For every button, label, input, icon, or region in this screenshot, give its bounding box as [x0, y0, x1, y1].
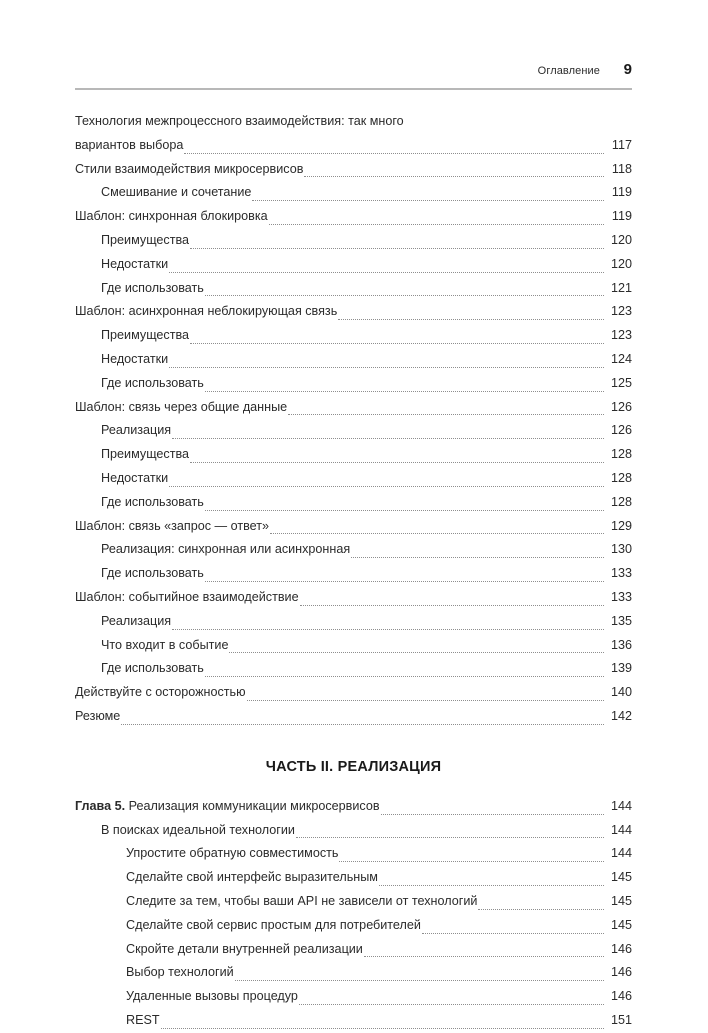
- toc-entry-title: Сделайте свой интерфейс выразительным: [126, 870, 378, 885]
- toc-entry-title: Шаблон: синхронная блокировка: [75, 209, 268, 224]
- toc-entry-title: Что входит в событие: [101, 637, 229, 652]
- toc-entry-title: Стили взаимодействия микросервисов: [75, 161, 304, 176]
- toc-entry-chapter[interactable]: [75, 795, 632, 819]
- toc-entry-page: 120: [610, 256, 632, 271]
- toc-entry-title: Удаленные вызовы процедур: [126, 989, 298, 1004]
- dot-leader: [296, 836, 604, 838]
- toc-entry-title: Преимущества: [101, 232, 190, 247]
- toc-entry[interactable]: [75, 158, 632, 182]
- toc-entry-page: 145: [610, 893, 632, 908]
- toc-entry-title: REST: [126, 1012, 160, 1027]
- dot-leader: [190, 247, 604, 249]
- toc-entry-title: Недостатки: [101, 256, 169, 271]
- toc-entry[interactable]: [75, 181, 632, 205]
- dot-leader: [235, 979, 604, 981]
- toc-entry[interactable]: [75, 657, 632, 681]
- dot-leader: [269, 223, 604, 225]
- chapter-label: Глава 5.: [75, 798, 126, 813]
- toc-entry[interactable]: [75, 1009, 632, 1033]
- toc-entry-page: 119: [611, 209, 632, 224]
- toc-entry-title: Скройте детали внутренней реализации: [126, 941, 363, 956]
- toc-entry-title: Резюме: [75, 708, 121, 723]
- toc-entry[interactable]: [75, 348, 632, 372]
- toc-entry-title: Реализация: [101, 423, 172, 438]
- toc-entry-page: 145: [610, 870, 632, 885]
- toc-entry-title: Преимущества: [101, 447, 190, 462]
- dot-leader: [184, 152, 604, 154]
- toc-entry-title: Шаблон: связь «запрос — ответ»: [75, 518, 270, 533]
- toc-entry[interactable]: [75, 890, 632, 914]
- toc-entry[interactable]: [75, 586, 632, 610]
- dot-leader: [422, 932, 604, 934]
- toc-entry-title: Технология межпроцессного взаимодействия: так много: [75, 114, 404, 128]
- toc-entry-page: 124: [610, 351, 632, 366]
- toc-entry[interactable]: [75, 705, 632, 729]
- toc-entry[interactable]: [75, 634, 632, 658]
- toc-entry[interactable]: [75, 467, 632, 491]
- dot-leader: [205, 390, 604, 392]
- toc-entry-title: [75, 795, 380, 819]
- toc-entry-page: 144: [610, 846, 632, 861]
- toc-entry-page: 145: [610, 917, 632, 932]
- toc-entry-page: 140: [610, 685, 632, 700]
- toc-entry[interactable]: [75, 110, 632, 158]
- toc-entry-page: 125: [610, 375, 632, 390]
- dot-leader: [205, 294, 604, 296]
- toc-entry-tail: [75, 134, 632, 158]
- toc-entry-page: 126: [610, 423, 632, 438]
- toc-entry-title: Смешивание и сочетание: [101, 185, 252, 200]
- toc-entry[interactable]: [75, 819, 632, 843]
- toc-entry-title: Шаблон: событийное взаимодействие: [75, 589, 299, 604]
- dot-leader: [351, 556, 604, 558]
- dot-leader: [364, 955, 604, 957]
- dot-leader: [299, 1003, 604, 1005]
- dot-leader: [172, 628, 604, 630]
- dot-leader: [205, 580, 604, 582]
- toc-entry-title: Выбор технологий: [126, 965, 234, 980]
- dot-leader: [288, 413, 604, 415]
- dot-leader: [121, 723, 604, 725]
- toc-entry-title: Недостатки: [101, 470, 169, 485]
- dot-leader: [229, 651, 604, 653]
- dot-leader: [205, 509, 604, 511]
- toc-entry-title: В поисках идеальной технологии: [101, 822, 295, 837]
- dot-leader: [339, 860, 604, 862]
- toc-entry-title: Следите за тем, чтобы ваши API не зависели от технологий: [126, 893, 478, 908]
- dot-leader: [304, 175, 604, 177]
- toc-entry-page: 135: [610, 613, 632, 628]
- toc-entry-page: 128: [610, 447, 632, 462]
- dot-leader: [252, 199, 604, 201]
- toc-entry-page: 130: [610, 542, 632, 557]
- toc-entry-title: Где использовать: [101, 375, 204, 390]
- toc-entry-title: Где использовать: [101, 280, 204, 295]
- part-heading: ЧАСТЬ II. РЕАЛИЗАЦИЯ: [265, 758, 442, 775]
- toc-entry[interactable]: [75, 562, 632, 586]
- toc-entry-title: Упростите обратную совместимость: [126, 846, 339, 861]
- running-header-title: Оглавление: [537, 65, 600, 77]
- toc-entry[interactable]: [75, 610, 632, 634]
- dot-leader: [169, 271, 604, 273]
- running-header: [75, 62, 632, 82]
- toc-entry-page: 133: [610, 566, 632, 581]
- toc-entry[interactable]: [75, 253, 632, 277]
- toc-entry-title: Шаблон: связь через общие данные: [75, 399, 288, 414]
- toc-entry-page: 128: [610, 494, 632, 509]
- toc-entry-page: 120: [610, 232, 632, 247]
- toc-entry[interactable]: [75, 985, 632, 1009]
- toc-entry[interactable]: [75, 443, 632, 467]
- toc-entry[interactable]: [75, 961, 632, 985]
- toc-entry-title: Шаблон: асинхронная неблокирующая связь: [75, 304, 338, 319]
- toc-entry-page: 126: [610, 399, 632, 414]
- toc-entry-page: 119: [611, 185, 632, 200]
- toc-entry[interactable]: [75, 300, 632, 324]
- toc-entry[interactable]: [75, 491, 632, 515]
- toc-entry-page: 121: [610, 280, 632, 295]
- toc-entry[interactable]: [75, 229, 632, 253]
- toc-entry-page: 151: [610, 1012, 632, 1027]
- toc-entry-title: Где использовать: [101, 661, 204, 676]
- toc-entry-page: 136: [610, 637, 632, 652]
- toc-entry-title: Реализация: [101, 613, 172, 628]
- toc-entry-page: 144: [610, 822, 632, 837]
- dot-leader: [169, 485, 604, 487]
- toc-entry-title: Где использовать: [101, 494, 204, 509]
- toc-entry[interactable]: [75, 324, 632, 348]
- toc-entry[interactable]: [75, 842, 632, 866]
- toc-entry-page: 117: [611, 137, 632, 152]
- toc-entry-title: Где использовать: [101, 566, 204, 581]
- chapter-title: Реализация коммуникации микросервисов: [125, 798, 380, 813]
- toc-entry-title: Реализация: синхронная или асинхронная: [101, 542, 351, 557]
- toc-entry-title: Сделайте свой сервис простым для потребителей: [126, 917, 421, 932]
- toc-entry[interactable]: [75, 538, 632, 562]
- toc-entry[interactable]: [75, 681, 632, 705]
- toc-entry-title: Преимущества: [101, 328, 190, 343]
- toc-entry[interactable]: [75, 419, 632, 443]
- toc-entry[interactable]: [75, 372, 632, 396]
- toc-entry[interactable]: [75, 914, 632, 938]
- toc-entry[interactable]: [75, 515, 632, 539]
- dot-leader: [172, 437, 604, 439]
- dot-leader: [190, 461, 604, 463]
- toc-entry-title: Действуйте с осторожностью: [75, 685, 246, 700]
- toc-entry-page: 144: [610, 798, 632, 813]
- toc-entry-page: 146: [610, 989, 632, 1004]
- toc-entry-page: 128: [610, 470, 632, 485]
- toc-entry-page: 123: [610, 304, 632, 319]
- dot-leader: [190, 342, 604, 344]
- toc-entry-page: 123: [610, 328, 632, 343]
- toc-entry-page: 133: [610, 589, 632, 604]
- dot-leader: [379, 884, 604, 886]
- toc-entry-page: 118: [611, 161, 632, 176]
- toc-entry-page: 139: [610, 661, 632, 676]
- toc-entry[interactable]: [75, 938, 632, 962]
- toc-entry-page: 142: [610, 708, 632, 723]
- toc-entry[interactable]: [75, 396, 632, 420]
- toc-entry-page: 146: [610, 965, 632, 980]
- dot-leader: [300, 604, 604, 606]
- page-folio-number: 9: [623, 61, 632, 78]
- dot-leader: [270, 532, 604, 534]
- toc-entry-page: 129: [610, 518, 632, 533]
- toc-entry-page: 146: [610, 941, 632, 956]
- dot-leader: [381, 813, 604, 815]
- toc-entry-title-continued: вариантов выбора: [75, 137, 184, 152]
- toc-entry-title: Недостатки: [101, 351, 169, 366]
- toc-section-top: [75, 110, 632, 729]
- dot-leader: [169, 366, 604, 368]
- table-of-contents: [75, 110, 632, 1033]
- toc-entry[interactable]: [75, 866, 632, 890]
- dot-leader: [161, 1027, 604, 1029]
- dot-leader: [478, 908, 604, 910]
- dot-leader: [247, 699, 604, 701]
- dot-leader: [338, 318, 604, 320]
- toc-entry[interactable]: [75, 277, 632, 301]
- dot-leader: [205, 675, 604, 677]
- header-divider-rule: [75, 88, 632, 90]
- toc-entry[interactable]: [75, 205, 632, 229]
